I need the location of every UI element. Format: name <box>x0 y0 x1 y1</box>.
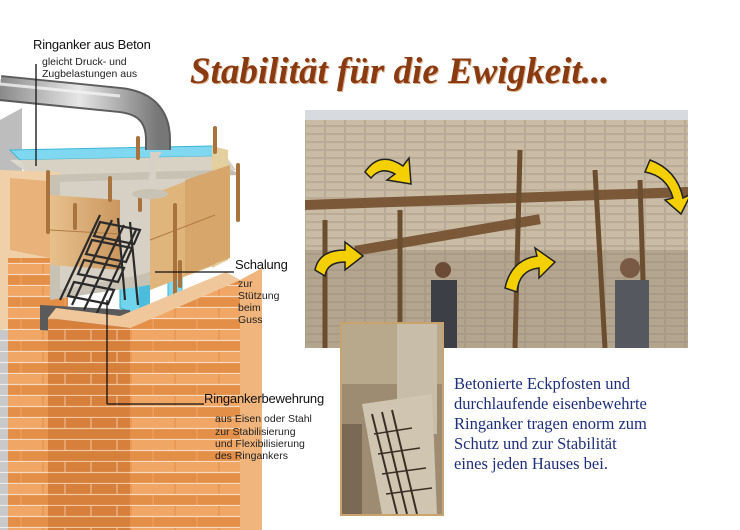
ringanker-label-line1: gleicht Druck- und <box>42 56 127 68</box>
bewehrung-label-line3: und Flexibilisierung <box>215 438 305 450</box>
schalung-label-line4: Guss <box>238 314 263 326</box>
caption-line3: Ringanker tragen enorm zum <box>454 414 647 433</box>
caption-text <box>454 374 724 474</box>
schalung-label-line3: beim <box>238 302 261 314</box>
schalung-label-line2: Stützung <box>238 290 280 302</box>
caption-line5: eines jeden Hauses bei. <box>454 454 608 473</box>
caption-line1: Betonierte Eckpfosten und <box>454 374 630 393</box>
caption-line4: Schutz und zur Stabilität <box>454 434 617 453</box>
ringanker-label-line2: Zugbelastungen aus <box>42 68 138 80</box>
bewehrung-label-title: Ringankerbewehrung <box>204 391 324 406</box>
bewehrung-label-line1: aus Eisen oder Stahl <box>215 413 312 425</box>
construction-photo <box>305 110 688 348</box>
bewehrung-label-line4: des Ringankers <box>215 450 288 462</box>
ringanker-label-title: Ringanker aus Beton <box>33 37 151 52</box>
schalung-label-title: Schalung <box>235 257 288 272</box>
schalung-label-line1: zur <box>238 278 253 290</box>
rebar-inset-photo <box>340 322 444 516</box>
caption-line2: durchlaufende eisenbewehrte <box>454 394 647 413</box>
headline: Stabilität für die Ewigkeit... <box>190 51 610 92</box>
bewehrung-label-line2: zur Stabilisierung <box>215 426 296 438</box>
